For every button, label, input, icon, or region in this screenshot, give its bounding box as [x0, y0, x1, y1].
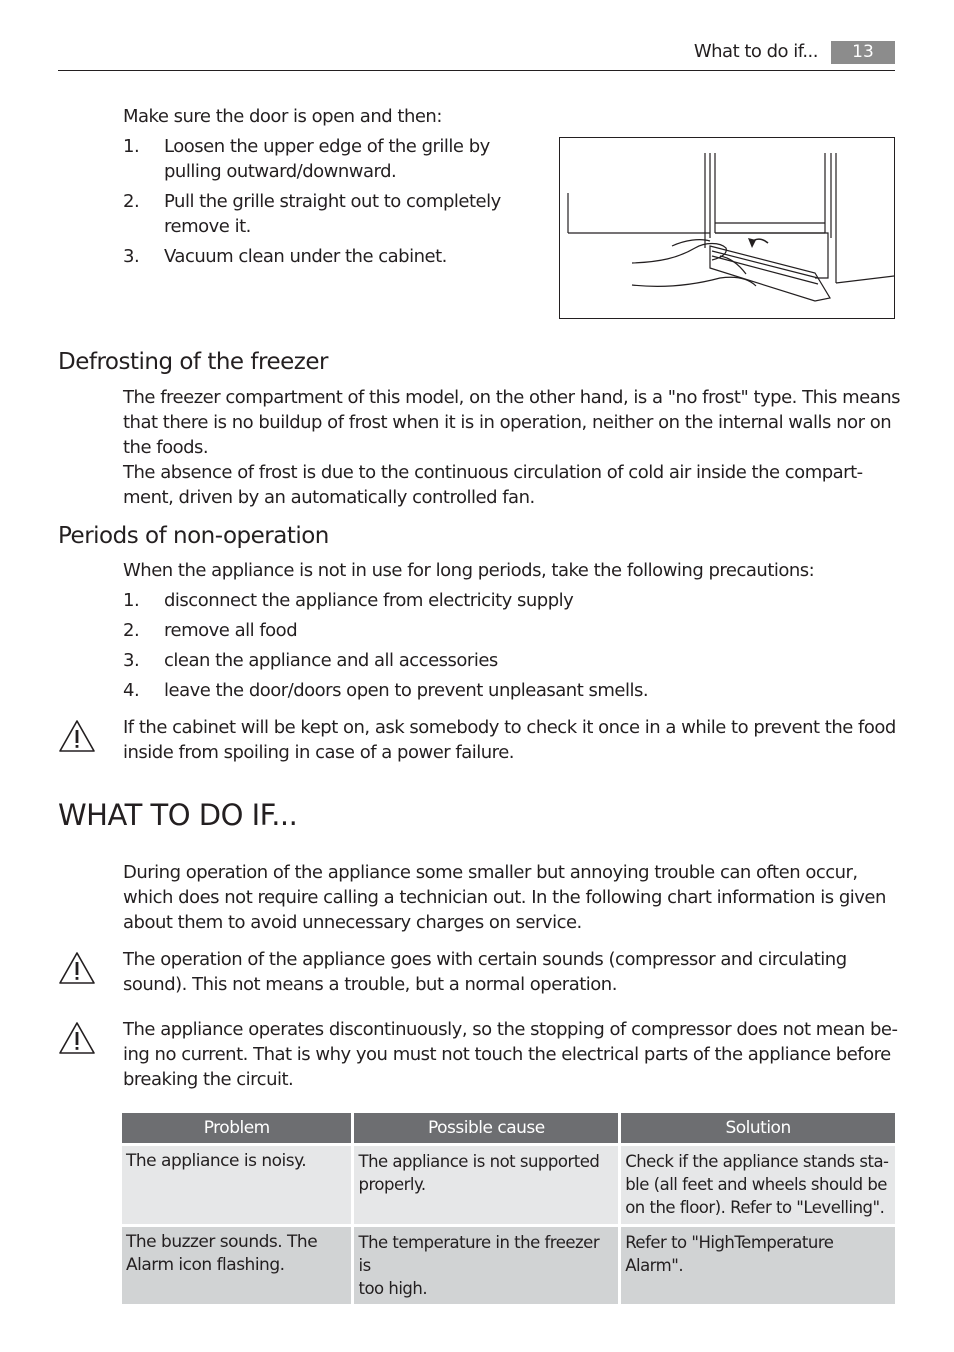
cell-line: ble (all feet and wheels should be [625, 1175, 887, 1194]
step-text: clean the appliance and all accessories [164, 650, 498, 671]
step-number: 1. [123, 136, 140, 157]
step-number: 2. [123, 191, 140, 212]
non-operation-text [123, 558, 903, 708]
cause-cell [354, 1227, 618, 1304]
solution-cell [621, 1146, 895, 1224]
cell-line: The buzzer sounds. The [126, 1232, 318, 1252]
cell-line: The appliance is not supported [358, 1152, 600, 1171]
step-number: 2. [123, 620, 140, 641]
step-text: Pull the grille straight out to completely [164, 191, 501, 212]
non-operation-heading: Periods of non-operation [58, 523, 329, 549]
grille-instructions [123, 104, 543, 274]
list-item [123, 134, 543, 184]
sounds-warning [123, 947, 903, 997]
step-text: remove all food [164, 620, 298, 641]
list-item [123, 588, 903, 613]
grille-removal-illustration [559, 137, 895, 319]
step-number: 3. [123, 246, 140, 267]
text-line: that there is no buildup of frost when it is in operation, neither on the internal walls nor on [123, 412, 892, 433]
hand-grille-drawing [560, 138, 894, 318]
text-line: ment, driven by an automatically controlled fan. [123, 487, 535, 508]
text-line: which does not require calling a technician out. In the following chart information is given [123, 887, 886, 908]
cell-line: The appliance is noisy. [126, 1151, 307, 1171]
text-line: breaking the circuit. [123, 1069, 294, 1090]
step-text: leave the door/doors open to prevent unpleasant smells. [164, 680, 649, 701]
solution-cell [621, 1227, 895, 1304]
step-text: disconnect the appliance from electricity supply [164, 590, 574, 611]
grille-intro: Make sure the door is open and then: [123, 106, 442, 127]
grille-steps [123, 134, 543, 269]
column-header-solution: Solution [621, 1113, 895, 1143]
header-rule [58, 70, 895, 71]
text-line: sound). This not means a trouble, but a normal operation. [123, 974, 617, 995]
cell-line: on the floor). Refer to "Levelling". [625, 1198, 885, 1217]
text-line: During operation of the appliance some smaller but annoying trouble can often occur, [123, 862, 858, 883]
list-item [123, 189, 543, 239]
step-text: pulling outward/downward. [164, 161, 397, 182]
cell-line: properly. [358, 1175, 426, 1194]
cell-line: Refer to "HighTemperature [625, 1233, 834, 1252]
table-header-row [122, 1113, 895, 1143]
text-line: If the cabinet will be kept on, ask somebody to check it once in a while to prevent the food [123, 717, 896, 738]
warning-triangle-icon [58, 951, 96, 985]
column-header-problem: Problem [122, 1113, 351, 1143]
step-text: Loosen the upper edge of the grille by [164, 136, 490, 157]
step-text: remove it. [164, 216, 251, 237]
text-line: The freezer compartment of this model, on the other hand, is a "no frost" type. This means [123, 387, 901, 408]
defrosting-heading: Defrosting of the freezer [58, 349, 328, 375]
warning-triangle-icon [58, 719, 96, 753]
page-number: 13 [831, 41, 895, 64]
text-line: the foods. [123, 437, 209, 458]
text-line: The appliance operates discontinuously, so the stopping of compressor does not mean be- [123, 1019, 898, 1040]
problem-cell [122, 1227, 351, 1304]
step-number: 1. [123, 590, 140, 611]
running-header-title: What to do if... [693, 41, 818, 62]
non-operation-steps [123, 588, 903, 703]
column-header-cause: Possible cause [354, 1113, 618, 1143]
list-item [123, 618, 903, 643]
warning-triangle-icon [58, 1021, 96, 1055]
cell-line: Alarm". [625, 1256, 684, 1275]
cause-cell [354, 1146, 618, 1224]
cell-line: Check if the appliance stands sta- [625, 1152, 889, 1171]
defrosting-text [123, 385, 903, 510]
table-row [122, 1146, 895, 1224]
cell-line: too high. [358, 1279, 428, 1298]
text-line: inside from spoiling in case of a power failure. [123, 742, 514, 763]
step-text: Vacuum clean under the cabinet. [164, 246, 447, 267]
list-item [123, 244, 543, 269]
non-operation-intro: When the appliance is not in use for long periods, take the following precautions: [123, 560, 815, 581]
text-line: The operation of the appliance goes with certain sounds (compressor and circulating [123, 949, 847, 970]
troubleshooting-table [119, 1110, 898, 1307]
step-number: 3. [123, 650, 140, 671]
list-item [123, 678, 903, 703]
cell-line: The temperature in the freezer is [358, 1233, 600, 1275]
step-number: 4. [123, 680, 140, 701]
table-row [122, 1227, 895, 1304]
text-line: The absence of frost is due to the continuous circulation of cold air inside the compart- [123, 462, 863, 483]
text-line: ing no current. That is why you must not touch the electrical parts of the appliance before [123, 1044, 891, 1065]
text-line: about them to avoid unnecessary charges on service. [123, 912, 582, 933]
what-to-do-intro [123, 860, 903, 935]
what-to-do-heading: WHAT TO DO IF... [58, 798, 298, 832]
problem-cell [122, 1146, 351, 1224]
electrical-warning [123, 1017, 903, 1092]
list-item [123, 648, 903, 673]
power-failure-warning [123, 715, 903, 765]
cell-line: Alarm icon flashing. [126, 1255, 285, 1275]
